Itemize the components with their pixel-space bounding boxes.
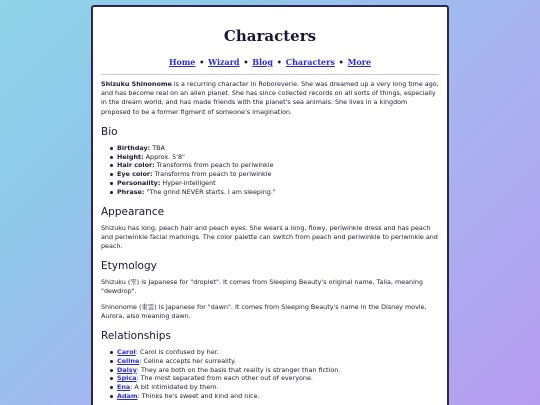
bio-list [109,144,439,197]
nav-link-blog[interactable]: Blog [252,57,273,67]
bio-item-phrase [109,188,439,197]
bio-value: Transforms from peach to periwinkle [152,170,272,179]
bio-item-eye-color [109,170,439,179]
nav-link-wizard[interactable]: Wizard [208,57,240,67]
relationship-text: : The most separated from each other out of everyone. [136,374,313,383]
relationship-text: : Carol is confused by her. [135,348,219,357]
bio-value: "The grind NEVER starts. I am sleeping." [144,187,276,196]
bio-value: Approx. 5'8" [143,152,185,161]
bio-value: TBA [150,143,165,152]
appearance-paragraph: Shizuku has long, peach hair and peach eyes. She wears a long, flowy, periwinkle dress and has peach and periwinkle facial markings. The color palette can switch from peach and periwinkle to periwinkle and peach. [101,223,438,250]
bio-item-personality [109,179,439,188]
relationship-text: : They are both on the basis that reality is stranger than fiction. [136,365,341,374]
relationship-text: : Celine accepts her surreality. [139,356,237,365]
relationship-item [109,357,439,366]
bio-item-hair-color [109,161,439,170]
relationship-link-daisy[interactable]: Daisy [117,365,137,374]
relationship-item [109,392,439,401]
page-title: Characters [223,27,317,45]
relationships-heading: Relationships [101,330,171,343]
relationship-link-celine[interactable]: Celine [117,356,140,365]
nav-link-home[interactable]: Home [168,57,196,67]
intro-text: is a recurring character in Roboreverie. She was dreamed up a very long time ago, and has become real on an alien planet. She has since collected records on all sorts of things, especially in the dream world, and has made friends with the planet's sea animals. She lives in a kingdom proposed to be a former figment of someone's imagination. [101,80,439,116]
bio-value: Hyper-intelligent [160,179,216,187]
divider [101,74,439,75]
bio-label: Eye color: [117,170,153,179]
bio-label: Height: [117,152,144,161]
nav-bar [101,57,439,67]
relationship-link-ena[interactable]: Ena [117,383,131,392]
bio-heading: Bio [101,125,118,138]
relationship-item [109,374,439,383]
etymology-paragraph-1: Shizuku (雫) is Japanese for "droplet". It comes from Sleeping Beauty's original name, Talia, meaning "dewdrop". [101,278,423,296]
nav-separator: • [199,57,205,67]
bio-value: Transforms from peach to periwinkle [154,161,274,170]
bio-label: Personality: [117,179,161,187]
appearance-heading: Appearance [101,205,165,218]
relationship-text: : Thinks he's sweet and kind and nice. [137,392,260,400]
relationship-link-adam[interactable]: Adam [117,392,138,400]
intro-paragraph [101,80,439,117]
relationship-text: : A bit intimidated by them. [130,383,219,392]
nav-link-more[interactable]: More [347,57,372,67]
content-card [91,5,449,405]
character-name: Shizuku Shinonome [101,80,172,88]
etymology-heading: Etymology [101,260,157,273]
nav-separator: • [338,57,344,67]
nav-separator: • [243,57,249,67]
etymology-paragraph-2: Shinonome (東雲) is Japanese for "dawn". It comes from Sleeping Beauty's name in the Disney movie, Aurora, also meaning dawn. [101,302,427,320]
relationships-list [109,348,439,401]
bio-item-birthday [109,144,439,153]
nav-separator: • [276,57,282,67]
bio-item-height [109,153,439,162]
nav-link-characters[interactable]: Characters [285,57,335,67]
relationship-item [109,383,439,392]
bio-label: Hair color: [117,161,155,170]
bio-label: Birthday: [117,143,151,152]
relationship-link-spica[interactable]: Spica [117,374,137,383]
bio-label: Phrase: [117,187,145,196]
relationship-link-carol[interactable]: Carol [117,348,136,357]
relationship-item [109,366,439,375]
relationship-item [109,348,439,357]
